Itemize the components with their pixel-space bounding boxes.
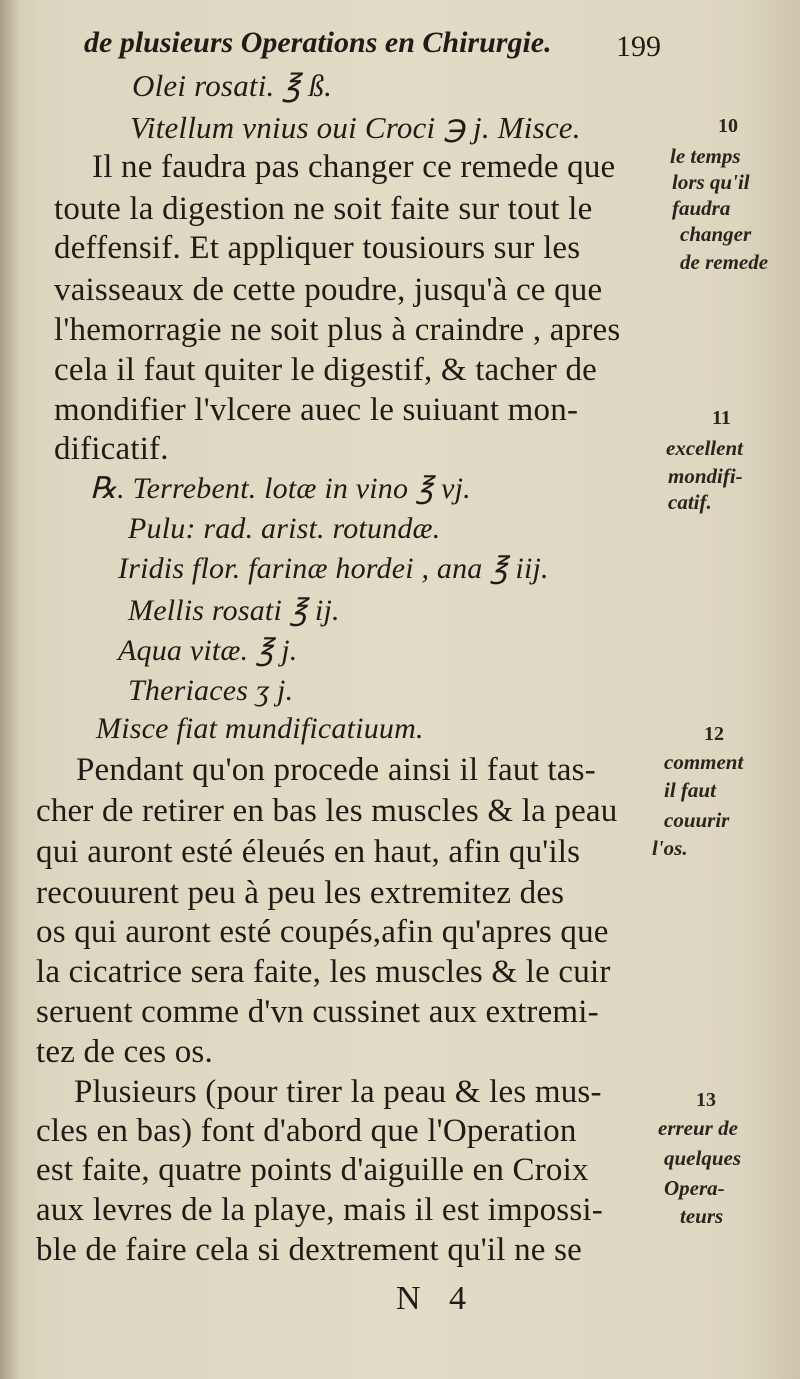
margin-note-number: 12	[704, 723, 724, 745]
margin-note-line: faudra	[672, 196, 731, 220]
margin-note-line: changer	[680, 222, 752, 246]
margin-note-line: excellent	[666, 436, 743, 460]
text-line: la cicatrice sera faite, les muscles & le cuir	[36, 954, 611, 990]
text-line: cela il faut quiter le digestif, & tacher de	[54, 352, 597, 388]
recipe-line: Aqua vitæ. ℥ j.	[118, 634, 298, 667]
recipe-line: ℞. Terrebent. lotæ in vino ℥ vj.	[90, 472, 471, 505]
page-number: 199	[616, 30, 661, 63]
margin-note-line: couurir	[664, 808, 730, 832]
margin-note-line: quelques	[664, 1146, 742, 1170]
text-line: os qui auront esté coupés,afin qu'apres que	[36, 914, 609, 950]
text-line: est faite, quatre points d'aiguille en Croix	[36, 1152, 589, 1188]
margin-note-line: l'os.	[652, 836, 688, 860]
text-line: cher de retirer en bas les muscles & la peau	[36, 793, 618, 829]
text-line: recouurent peu à peu les extremitez des	[36, 875, 565, 911]
margin-note-line: le temps	[670, 144, 741, 168]
page-gutter-shadow	[0, 0, 18, 1379]
text-line: Pendant qu'on procede ainsi il faut tas-	[76, 752, 596, 788]
text-line: Olei rosati. ℥ ß.	[132, 68, 333, 103]
text-line: tez de ces os.	[36, 1034, 213, 1070]
recipe-line: Theriaces ʒ j.	[128, 674, 294, 707]
margin-note-line: Opera-	[664, 1176, 725, 1200]
text-line: qui auront esté éleués en haut, afin qu'ils	[36, 834, 581, 870]
text-line: ble de faire cela si dextrement qu'il ne se	[36, 1232, 582, 1268]
margin-note-line: de remede	[680, 250, 769, 274]
text-line: toute la digestion ne soit faite sur tout le	[54, 191, 593, 227]
margin-note-line: erreur de	[658, 1116, 738, 1140]
text-line: aux levres de la playe, mais il est impossi-	[36, 1192, 603, 1228]
margin-note-line: il faut	[664, 778, 716, 802]
margin-note-number: 10	[718, 115, 738, 137]
running-title: de plusieurs Operations en Chirurgie.	[84, 26, 552, 59]
margin-note-line: catif.	[668, 490, 712, 514]
margin-note-number: 13	[696, 1089, 716, 1111]
text-line: cles en bas) font d'abord que l'Operation	[36, 1113, 577, 1149]
signature-mark: N 4	[396, 1280, 477, 1317]
text-line: deffensif. Et appliquer tousiours sur les	[54, 230, 581, 266]
text-line: Plusieurs (pour tirer la peau & les mus-	[74, 1074, 602, 1110]
margin-note-number: 11	[712, 407, 731, 429]
text-line: mondifier l'vlcere auec le suiuant mon-	[54, 392, 579, 428]
text-line: dificatif.	[54, 431, 169, 467]
margin-note-line: mondifi-	[668, 464, 743, 488]
text-line: vaisseaux de cette poudre, jusqu'à ce que	[54, 272, 603, 308]
margin-note-line: teurs	[680, 1204, 724, 1228]
margin-note-line: lors qu'il	[672, 170, 750, 194]
recipe-line: Pulu: rad. arist. rotundæ.	[128, 512, 441, 545]
text-line: Vitellum vnius oui Croci ℈ j. Misce.	[130, 110, 581, 145]
recipe-line: Mellis rosati ℥ ij.	[128, 594, 340, 627]
recipe-line: Misce fiat mundificatiuum.	[96, 712, 424, 745]
margin-note-line: comment	[664, 750, 744, 774]
text-line: seruent comme d'vn cussinet aux extremi-	[36, 994, 599, 1030]
recipe-line: Iridis flor. farinæ hordei , ana ℥ iij.	[118, 552, 549, 585]
text-line: Il ne faudra pas changer ce remede que	[92, 149, 616, 185]
text-line: l'hemorragie ne soit plus à craindre , apres	[54, 312, 621, 348]
